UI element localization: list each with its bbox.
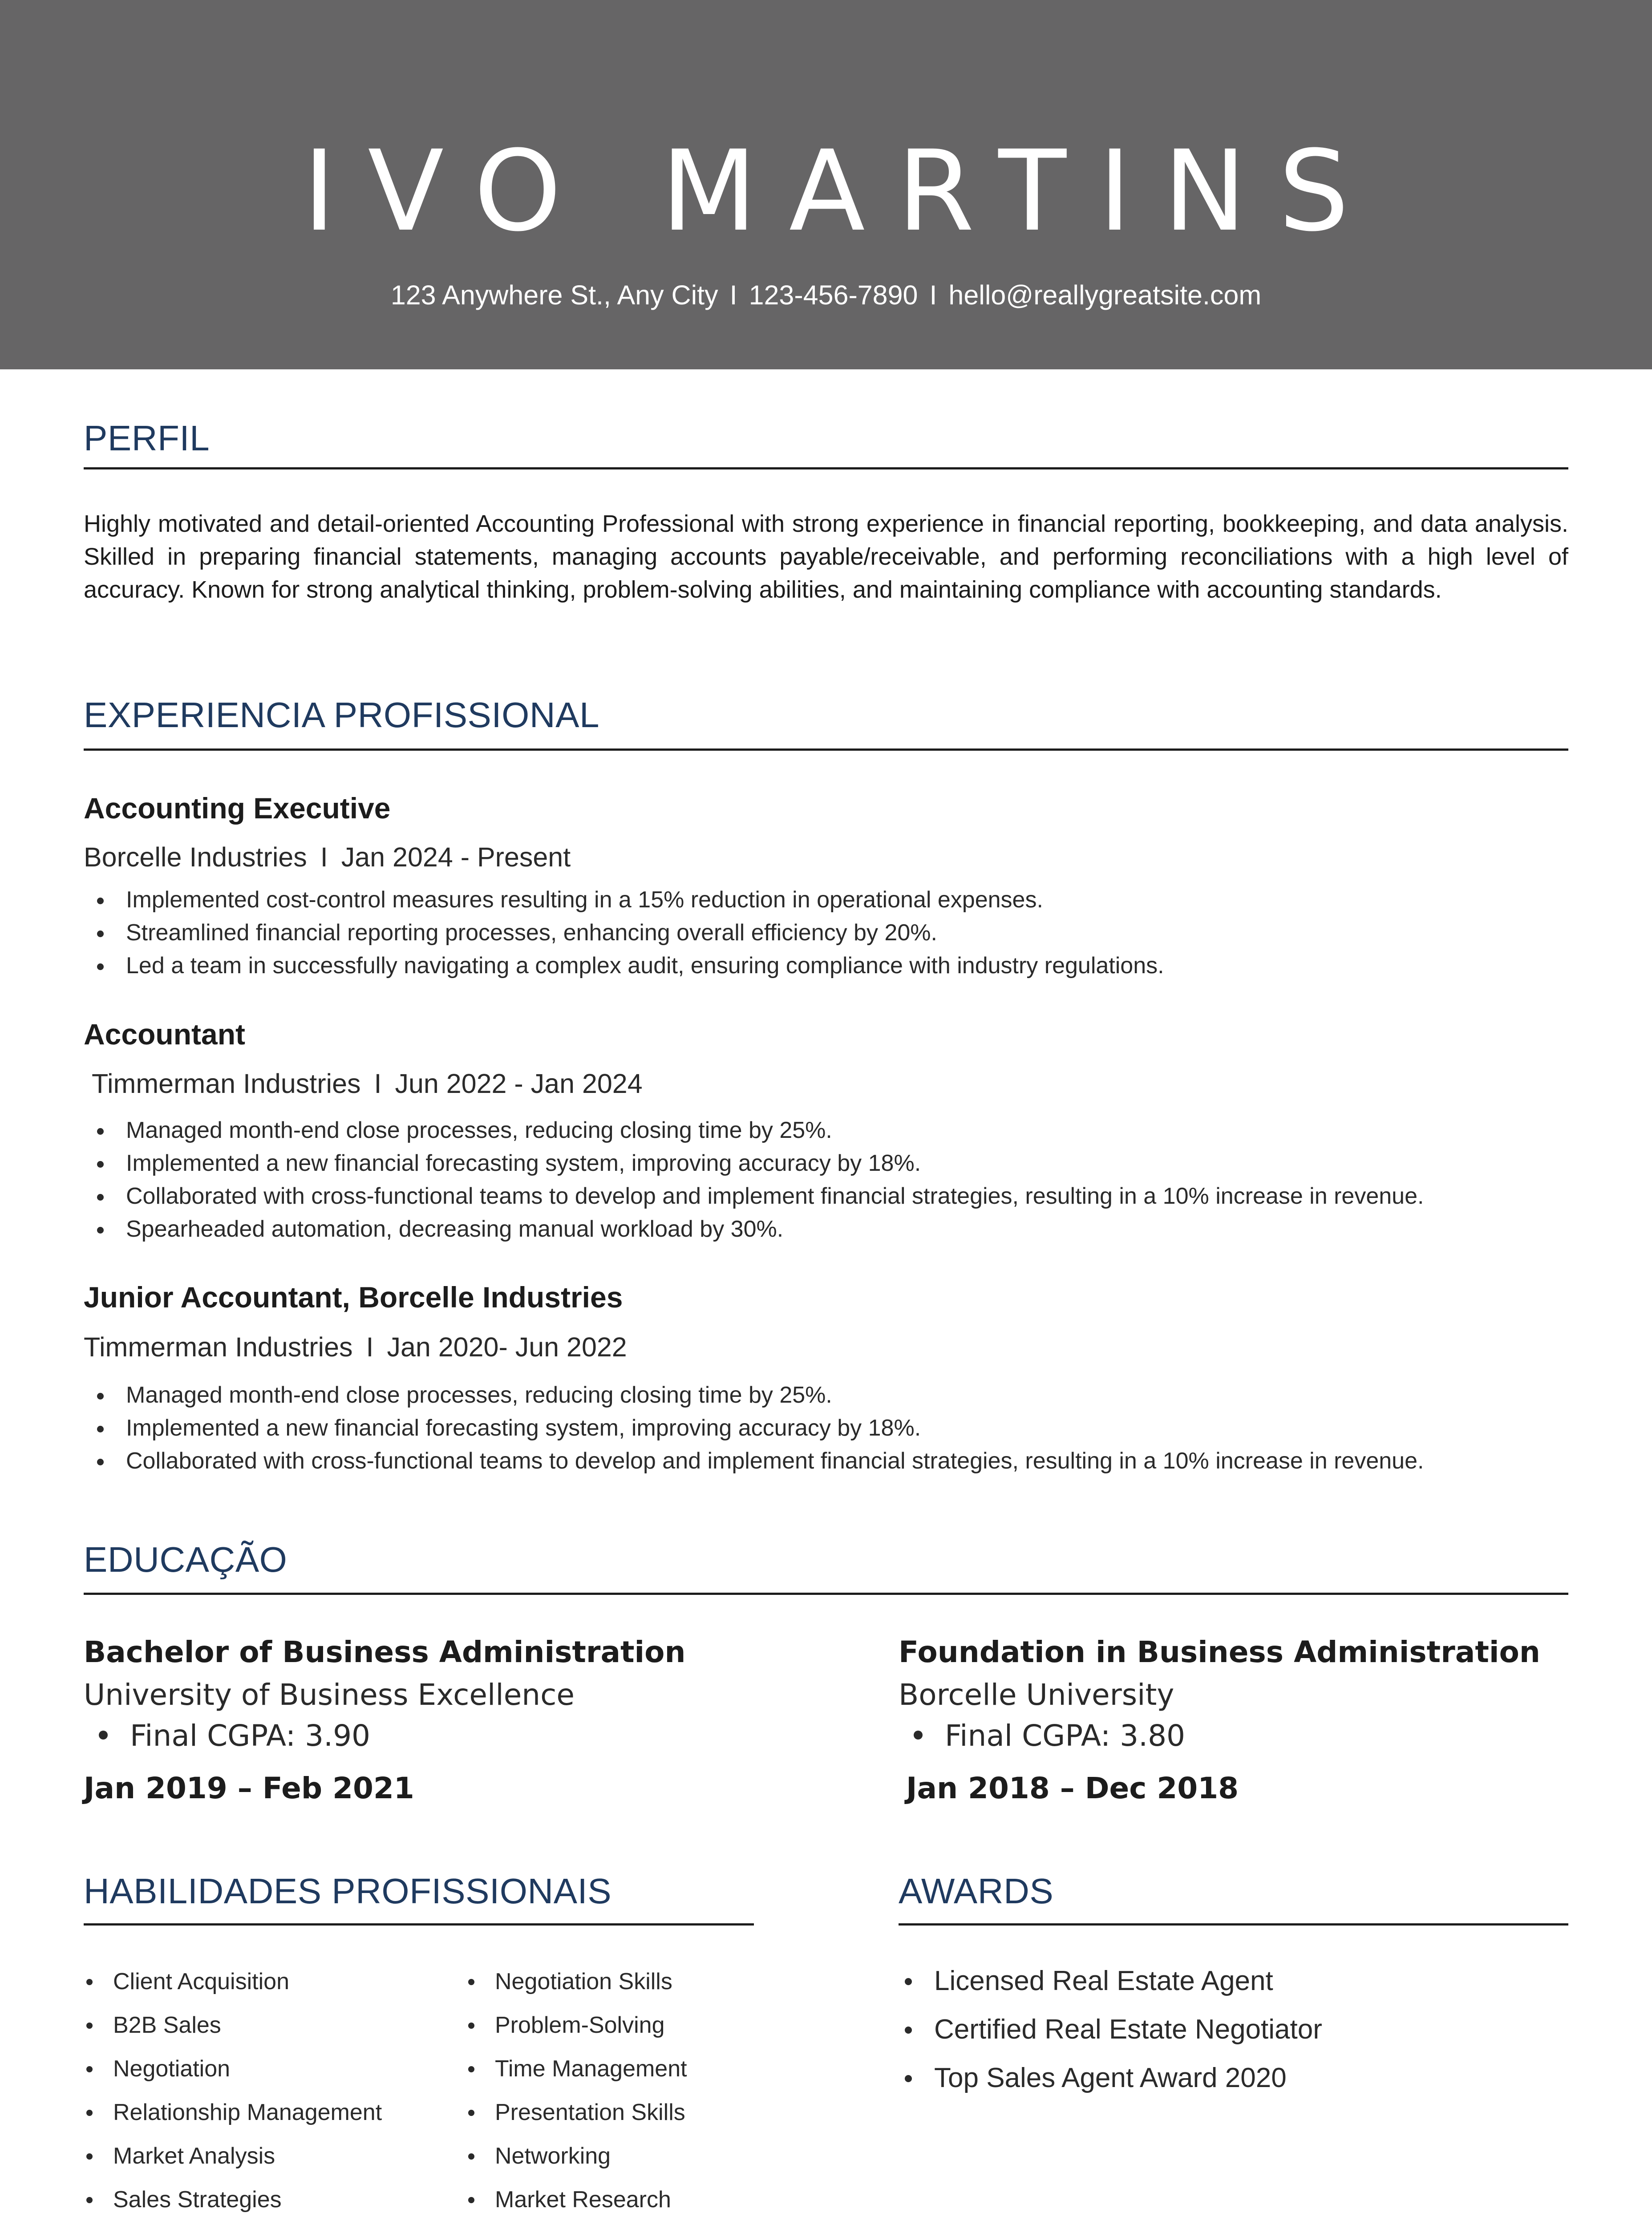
job-bullet: Spearheaded automation, decreasing manual workload by 30%.	[84, 1213, 1424, 1246]
award-item: Certified Real Estate Negotiator	[899, 2012, 1322, 2060]
skill-item: Relationship Management	[81, 2097, 382, 2140]
contact-separator: I	[729, 280, 737, 310]
job-company: Timmerman Industries	[92, 1068, 361, 1099]
skill-item: Market Research	[463, 2184, 687, 2225]
bullet-dot	[914, 1731, 923, 1740]
skill-item: Negotiation	[81, 2053, 382, 2097]
experience-divider	[84, 748, 1568, 751]
job-dates: Jan 2024 - Present	[341, 842, 571, 872]
job-bullet: Implemented a new financial forecasting system, improving accuracy by 18%.	[84, 1412, 1424, 1444]
contact-line	[0, 282, 1652, 309]
education-dates: Jan 2018 – Dec 2018	[906, 1771, 1239, 1805]
job-bullet: Collaborated with cross-functional teams to develop and implement financial strategies, resulting in a 10% increase in revenue.	[84, 1444, 1424, 1477]
job-bullets	[84, 883, 1164, 982]
award-item: Top Sales Agent Award 2020	[899, 2060, 1322, 2109]
job-bullets	[84, 1379, 1424, 1477]
job-title: Accounting Executive	[84, 792, 391, 825]
contact-separator: I	[929, 280, 937, 310]
job-company: Timmerman Industries	[84, 1332, 353, 1362]
job-meta	[92, 1070, 643, 1097]
education-school: University of Business Excellence	[84, 1678, 575, 1712]
awards-divider	[899, 1923, 1568, 1926]
skills-divider	[84, 1923, 754, 1926]
profile-summary: Highly motivated and detail-oriented Accounting Professional with strong experience in financial reporting, bookkeeping, and data analysis. Skilled in preparing financial statements, managing accounts payable/receivable, and performing reconciliations with a high level of accuracy. Known for strong analytical thinking, problem-solving abilities, and maintaining compliance with accounting standards.	[84, 510, 1568, 603]
job-bullet: Implemented cost-control measures resulting in a 15% reduction in operational expenses.	[84, 883, 1164, 916]
job-bullet: Implemented a new financial forecasting system, improving accuracy by 18%.	[84, 1147, 1424, 1180]
job-bullet: Led a team in successfully navigating a complex audit, ensuring compliance with industry regulations.	[84, 949, 1164, 982]
job-company: Borcelle Industries	[84, 842, 307, 872]
education-gpa-text: Final CGPA: 3.80	[945, 1719, 1186, 1753]
contact-email[interactable]: hello@reallygreatsite.com	[948, 280, 1262, 310]
skill-item: Time Management	[463, 2053, 687, 2097]
candidate-name: IVO MARTINS	[303, 126, 1381, 256]
education-divider	[84, 1593, 1568, 1595]
contact-address: 123 Anywhere St., Any City	[390, 280, 718, 310]
skill-item: B2B Sales	[81, 2010, 382, 2053]
bullet-dot	[99, 1731, 108, 1740]
job-bullet: Streamlined financial reporting processes, enhancing overall efficiency by 20%.	[84, 916, 1164, 949]
job-separator: I	[320, 842, 328, 872]
education-heading: EDUCAÇÃO	[84, 1540, 287, 1579]
job-dates: Jan 2020- Jun 2022	[387, 1332, 627, 1362]
education-degree: Bachelor of Business Administration	[84, 1635, 686, 1669]
skill-item: Presentation Skills	[463, 2097, 687, 2140]
skill-item: Market Analysis	[81, 2140, 382, 2184]
job-meta	[84, 844, 571, 871]
job-title: Junior Accountant, Borcelle Industries	[84, 1281, 623, 1314]
profile-heading: PERFIL	[84, 418, 210, 458]
header-band	[0, 0, 1652, 369]
education-gpa	[914, 1721, 1185, 1751]
education-school: Borcelle University	[899, 1678, 1174, 1712]
awards-heading: AWARDS	[899, 1871, 1054, 1911]
job-bullet: Collaborated with cross-functional teams to develop and implement financial strategies, resulting in a 10% increase in revenue.	[84, 1180, 1424, 1213]
job-meta	[84, 1334, 627, 1361]
contact-phone: 123-456-7890	[749, 280, 918, 310]
skill-item: Negotiation Skills	[463, 1966, 687, 2010]
education-degree: Foundation in Business Administration	[899, 1635, 1540, 1669]
skills-list-left	[81, 1966, 382, 2225]
profile-divider	[84, 467, 1568, 469]
awards-list	[899, 1963, 1322, 2109]
job-dates: Jun 2022 - Jan 2024	[395, 1068, 643, 1099]
experience-heading: EXPERIENCIA PROFISSIONAL	[84, 695, 599, 735]
skills-list-right	[463, 1966, 687, 2225]
job-bullets	[84, 1114, 1424, 1246]
skills-heading: HABILIDADES PROFISSIONAIS	[84, 1871, 612, 1911]
skill-item: Problem-Solving	[463, 2010, 687, 2053]
skill-item: Networking	[463, 2140, 687, 2184]
education-gpa	[99, 1721, 370, 1751]
job-bullet: Managed month-end close processes, reducing closing time by 25%.	[84, 1379, 1424, 1412]
education-dates: Jan 2019 – Feb 2021	[84, 1771, 414, 1805]
job-bullet: Managed month-end close processes, reducing closing time by 25%.	[84, 1114, 1424, 1147]
job-separator: I	[374, 1068, 382, 1099]
skill-item: Client Acquisition	[81, 1966, 382, 2010]
skill-item: Sales Strategies	[81, 2184, 382, 2225]
job-separator: I	[366, 1332, 374, 1362]
job-title: Accountant	[84, 1018, 245, 1051]
education-gpa-text: Final CGPA: 3.90	[130, 1719, 371, 1753]
award-item: Licensed Real Estate Agent	[899, 1963, 1322, 2012]
